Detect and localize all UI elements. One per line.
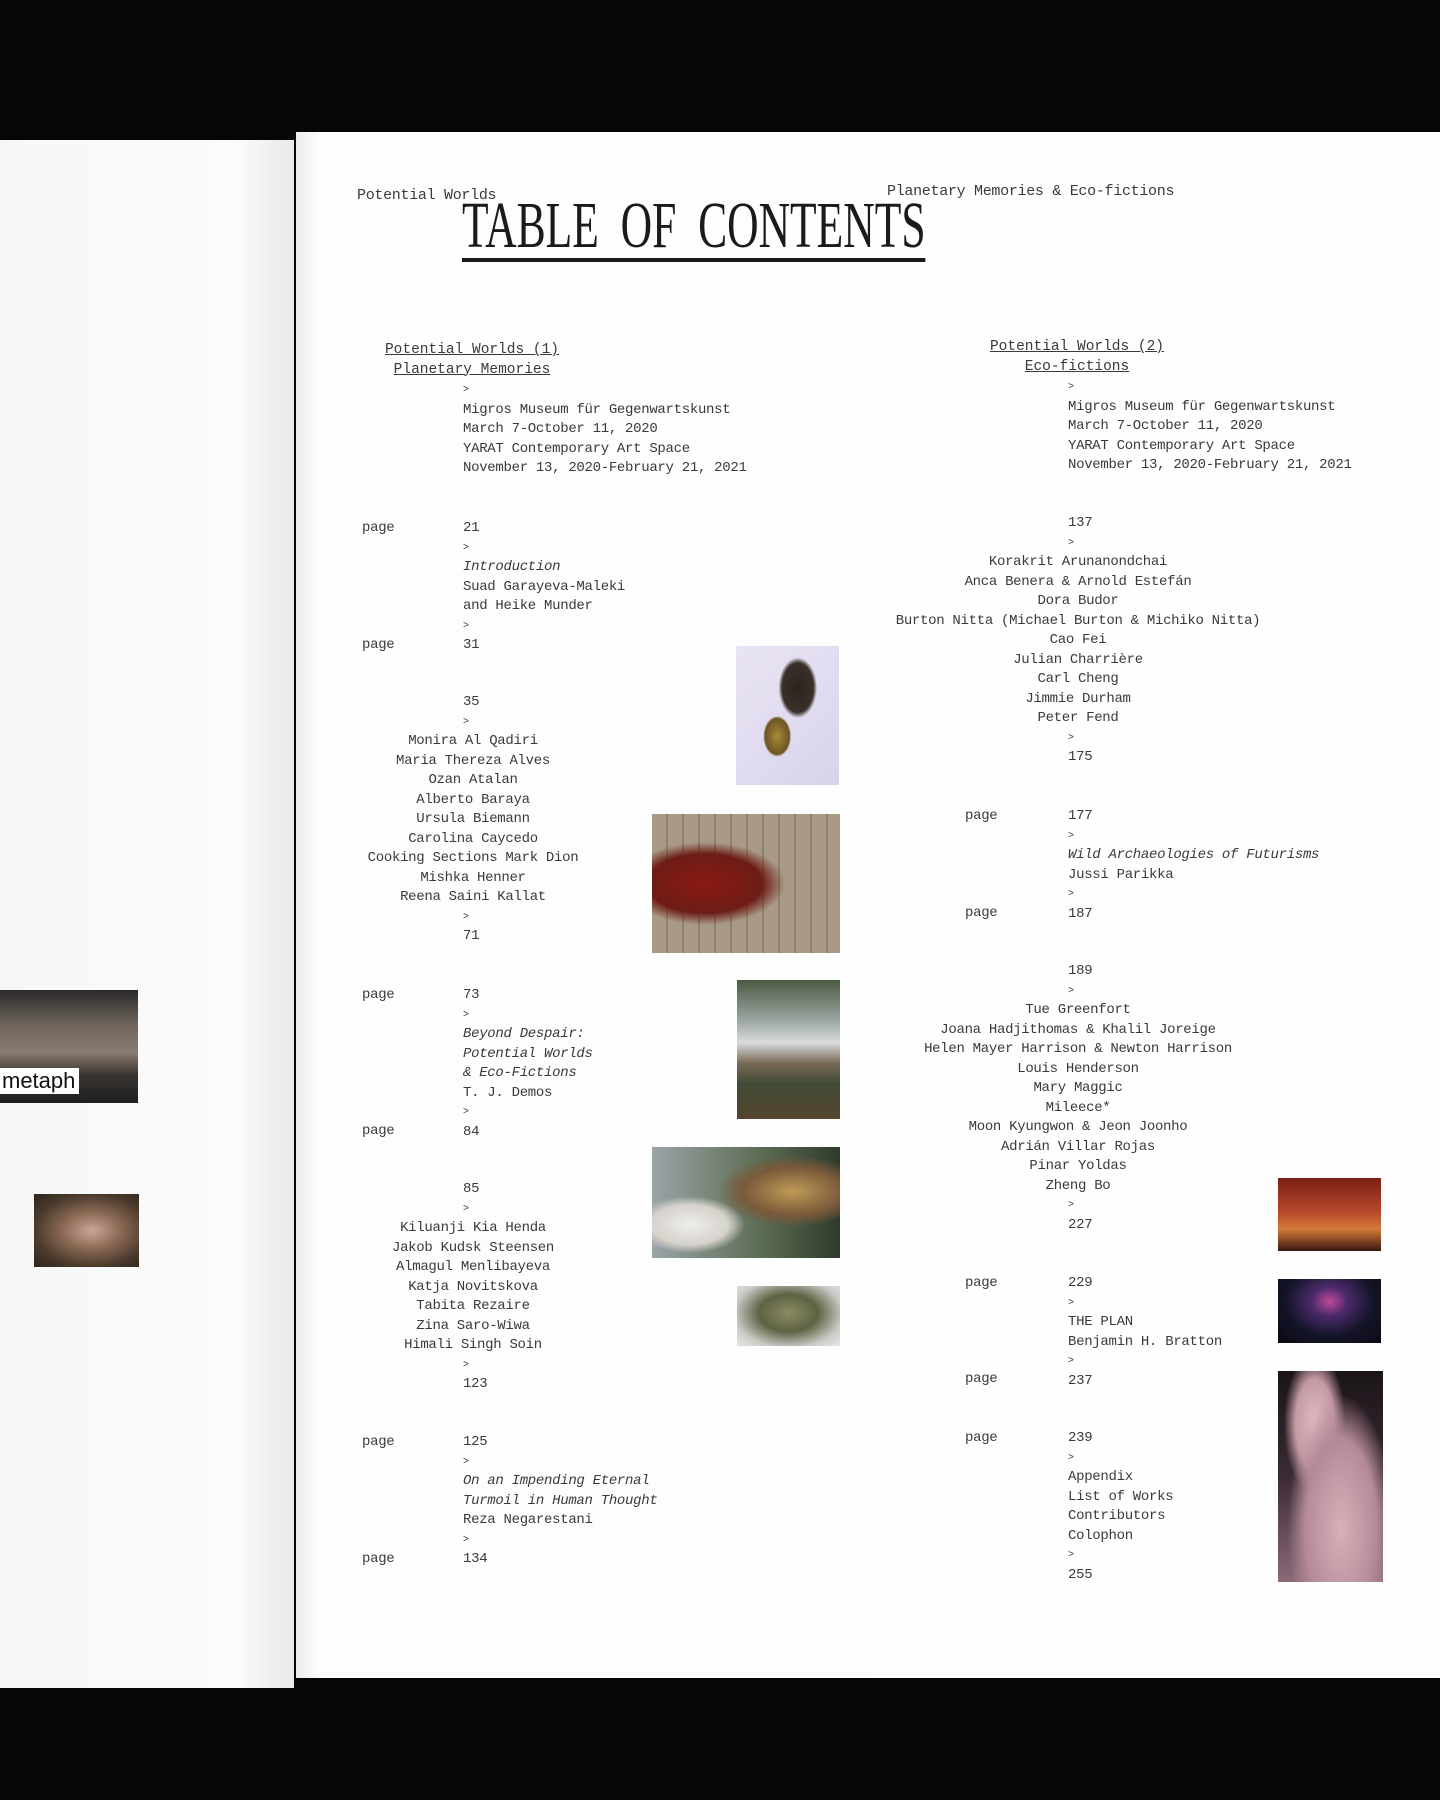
entry-text: List of Works xyxy=(1068,1488,1174,1505)
artist-name: Zheng Bo xyxy=(1045,1177,1111,1194)
photo-rooster xyxy=(652,1147,840,1258)
artist-name: Cooking Sections Mark Dion xyxy=(367,850,579,866)
page-number: 175 xyxy=(1068,749,1093,765)
entry-text: Wild Archaeologies of Futurisms xyxy=(1068,847,1320,863)
arrow-icon: > xyxy=(1068,830,1074,842)
artist-name: Adrián Villar Rojas xyxy=(1001,1138,1155,1155)
artist-name: Helen Mayer Harrison & Newton Harrison xyxy=(924,1041,1232,1057)
artist-name: Zina Saro-Wiwa xyxy=(416,1317,530,1334)
entry-text: Jussi Parikka xyxy=(1068,866,1174,883)
arrow-icon: > xyxy=(463,1203,469,1215)
artist-name: Peter Fend xyxy=(1037,710,1119,726)
artist-name: Cao Fei xyxy=(1049,632,1107,648)
entry-text: November 13, 2020-February 21, 2021 xyxy=(463,460,747,476)
page-number: 229 xyxy=(1068,1275,1093,1291)
arrow-icon: > xyxy=(463,1456,469,1468)
entry-text: March 7-October 11, 2020 xyxy=(463,421,658,437)
artist-name: Reena Saini Kallat xyxy=(400,889,546,905)
arrow-icon: > xyxy=(1068,1200,1074,1211)
arrow-icon: > xyxy=(1068,537,1074,549)
section-title-right: Potential Worlds (2) xyxy=(989,339,1165,355)
page-number: 237 xyxy=(1068,1372,1093,1389)
artist-name: Tue Greenfort xyxy=(1025,1002,1131,1018)
arrow-icon: > xyxy=(1068,1356,1074,1367)
section-subtitle-left: Planetary Memories xyxy=(393,361,551,378)
page-number: 71 xyxy=(463,928,480,944)
artist-name: Ozan Atalan xyxy=(428,772,518,788)
arrow-icon: > xyxy=(463,385,469,396)
page-label: page xyxy=(362,1434,395,1450)
artist-name: Dora Budor xyxy=(1037,593,1119,609)
page-label: page xyxy=(362,987,395,1003)
page-label: page xyxy=(965,1371,998,1387)
toc-entry xyxy=(1068,1429,1173,1585)
artist-name: Burton Nitta (Michael Burton & Michiko Nitta) xyxy=(895,612,1261,629)
entry-text: Appendix xyxy=(1068,1469,1133,1485)
artist-name: Maria Thereza Alves xyxy=(396,752,550,769)
entry-text: Reza Negarestani xyxy=(463,1512,593,1528)
running-header-left: Potential Worlds xyxy=(357,187,497,204)
page-number: 189 xyxy=(1068,963,1093,979)
page-number: 137 xyxy=(1068,515,1093,531)
page-number: 35 xyxy=(463,694,480,710)
page-label: page xyxy=(965,1275,998,1291)
artist-name: Anca Benera & Arnold Estefán xyxy=(964,573,1192,590)
page-number: 134 xyxy=(463,1551,488,1567)
artist-name: Kiluanji Kia Henda xyxy=(400,1220,546,1236)
artist-name: Louis Henderson xyxy=(1017,1060,1139,1077)
photo-hand-mouth xyxy=(1278,1371,1383,1582)
page-number: 73 xyxy=(463,987,480,1003)
entry-text: Migros Museum für Gegenwartskunst xyxy=(463,401,731,418)
artist-name: Carl Cheng xyxy=(1037,671,1119,687)
entry-text: March 7-October 11, 2020 xyxy=(1068,418,1263,434)
entry-text: Potential Worlds xyxy=(463,1045,593,1062)
left-page xyxy=(0,140,294,1688)
page-number: 187 xyxy=(1068,905,1093,922)
entry-text: THE PLAN xyxy=(1068,1314,1133,1330)
page-label: page xyxy=(362,1551,395,1567)
artist-name: Ursula Biemann xyxy=(416,811,530,827)
page-label: page xyxy=(965,808,998,824)
artist-name: Mishka Henner xyxy=(420,869,526,886)
section-heading-right xyxy=(877,338,1277,377)
arrow-icon: > xyxy=(463,1009,469,1021)
page-number: 239 xyxy=(1068,1430,1093,1446)
entry-text: YARAT Contemporary Art Space xyxy=(1068,437,1295,454)
entry-text: Introduction xyxy=(463,559,561,575)
toc-entry xyxy=(463,986,593,1142)
entry-text: and Heike Munder xyxy=(463,598,593,614)
section-title-left: Potential Worlds (1) xyxy=(384,342,560,358)
toc-entry xyxy=(1068,807,1319,924)
photo-seeds xyxy=(736,646,839,785)
entry-text: Colophon xyxy=(1068,1527,1133,1544)
arrow-icon: > xyxy=(1068,985,1074,997)
artist-name: Tabita Rezaire xyxy=(416,1298,530,1314)
arrow-icon: > xyxy=(463,542,469,554)
section-heading-left xyxy=(272,341,672,380)
entry-text: Benjamin H. Bratton xyxy=(1068,1333,1222,1350)
toc-entry xyxy=(367,693,673,947)
section-subtitle-right: Eco-fictions xyxy=(1024,358,1130,375)
entry-text: Suad Garayeva-Maleki xyxy=(463,578,626,595)
photo-fragment-hand xyxy=(34,1194,139,1267)
entry-text: & Eco-Fictions xyxy=(463,1065,577,1081)
toc-entry xyxy=(463,381,747,479)
page-number: 255 xyxy=(1068,1566,1093,1583)
page-number: 85 xyxy=(463,1181,480,1197)
artist-name: Pinar Yoldas xyxy=(1029,1158,1127,1174)
page-number: 21 xyxy=(463,520,480,536)
arrow-icon: > xyxy=(1068,1452,1074,1464)
arrow-icon: > xyxy=(463,716,469,728)
page-label: page xyxy=(965,1430,998,1446)
fragment-caption: metaph xyxy=(0,1068,79,1094)
arrow-icon: > xyxy=(1068,732,1074,744)
entry-text: Migros Museum für Gegenwartskunst xyxy=(1068,398,1336,415)
page-number: 125 xyxy=(463,1434,488,1450)
photo-aerial-red xyxy=(652,814,840,953)
toc-entry xyxy=(391,1180,673,1395)
photo-red-landscape xyxy=(1278,1178,1381,1251)
artist-name: Julian Charrière xyxy=(1013,651,1143,668)
photo-waterfall xyxy=(737,980,840,1119)
entry-text: YARAT Contemporary Art Space xyxy=(463,440,690,457)
arrow-icon: > xyxy=(463,1107,469,1118)
artist-name: Himali Singh Soin xyxy=(404,1337,542,1353)
artist-name: Joana Hadjithomas & Khalil Joreige xyxy=(940,1021,1216,1038)
arrow-icon: > xyxy=(1068,382,1074,393)
page-label: page xyxy=(362,637,395,653)
toc-entry xyxy=(895,514,1278,768)
artist-name: Carolina Caycedo xyxy=(408,830,538,847)
entry-text: November 13, 2020-February 21, 2021 xyxy=(1068,457,1352,473)
entry-text: T. J. Demos xyxy=(463,1084,553,1101)
artist-name: Monira Al Qadiri xyxy=(408,733,538,749)
arrow-icon: > xyxy=(1068,889,1074,900)
toc-entry xyxy=(924,962,1278,1235)
page-label: page xyxy=(362,1123,395,1139)
photo-face xyxy=(737,1286,840,1346)
page-title: TABLE OF CONTENTS xyxy=(462,189,926,262)
page-label: page xyxy=(965,905,998,921)
running-header-right: Planetary Memories & Eco-fictions xyxy=(887,183,1175,200)
page-number: 227 xyxy=(1068,1216,1093,1233)
arrow-icon: > xyxy=(1068,1297,1074,1309)
arrow-icon: > xyxy=(1068,1550,1074,1561)
page-number: 31 xyxy=(463,637,480,653)
photo-dark-lights xyxy=(1278,1279,1381,1343)
page-number: 123 xyxy=(463,1376,488,1392)
toc-entry xyxy=(1068,378,1352,476)
page-label: page xyxy=(362,520,395,536)
artist-name: Moon Kyungwon & Jeon Joonho xyxy=(968,1119,1188,1135)
artist-name: Katja Novitskova xyxy=(408,1278,538,1295)
entry-text: On an Impending Eternal xyxy=(463,1473,650,1489)
artist-name: Almagul Menlibayeva xyxy=(396,1259,550,1275)
artist-name: Korakrit Arunanondchai xyxy=(988,554,1168,570)
entry-text: Beyond Despair: xyxy=(463,1026,585,1042)
entry-text: Contributors xyxy=(1068,1508,1166,1524)
toc-entry xyxy=(463,519,625,656)
artist-name: Mary Maggic xyxy=(1033,1080,1123,1096)
page-number: 84 xyxy=(463,1123,480,1140)
arrow-icon: > xyxy=(463,911,469,923)
arrow-icon: > xyxy=(463,1359,469,1371)
toc-entry xyxy=(463,1433,657,1570)
arrow-icon: > xyxy=(463,620,469,632)
arrow-icon: > xyxy=(463,1534,469,1546)
entry-text: Turmoil in Human Thought xyxy=(463,1492,658,1509)
artist-name: Jakob Kudsk Steensen xyxy=(391,1239,555,1256)
artist-name: Mileece* xyxy=(1045,1099,1111,1116)
artist-name: Jimmie Durham xyxy=(1025,690,1131,707)
artist-name: Alberto Baraya xyxy=(416,791,530,808)
toc-entry xyxy=(1068,1274,1222,1391)
page-number: 177 xyxy=(1068,808,1093,824)
